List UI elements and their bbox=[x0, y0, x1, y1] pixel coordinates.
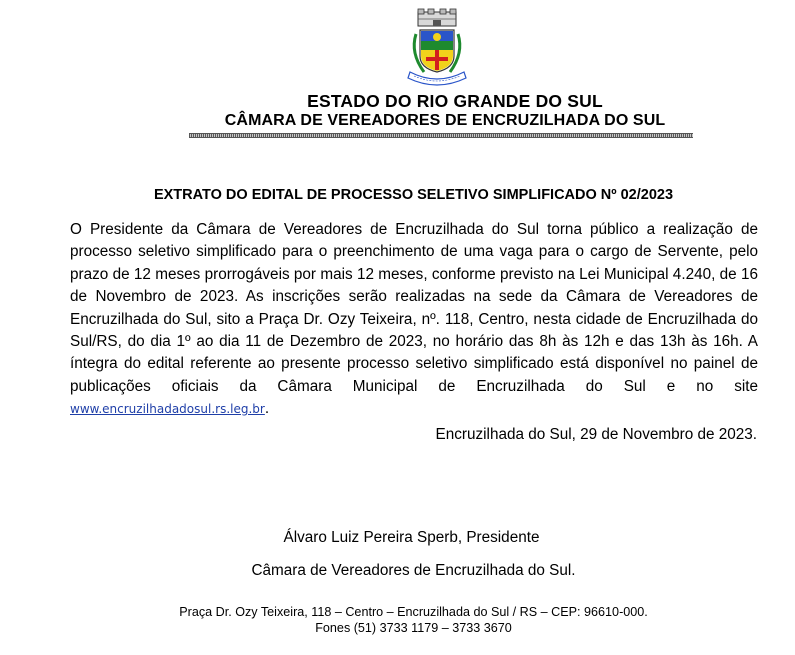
header-divider bbox=[189, 133, 693, 138]
state-heading: ESTADO DO RIO GRANDE DO SUL bbox=[307, 91, 603, 111]
link-suffix: . bbox=[264, 400, 270, 418]
document-title: EXTRATO DO EDITAL DE PROCESSO SELETIVO SIMPLIFICADO Nº 02/2023 bbox=[153, 187, 674, 203]
chamber-heading: CÂMARA DE VEREADORES DE ENCRUZILHADA DO SUL bbox=[224, 112, 666, 129]
signatory-name: Álvaro Luiz Pereira Sperb, Presidente bbox=[283, 529, 540, 546]
footer bbox=[0, 604, 795, 636]
body-paragraph: O Presidente da Câmara de Vereadores de Encruzilhada do Sul torna público a realização de processo seletivo simplificado para o preenchimento de uma vaga para o cargo de Servente, pelo prazo de 12 meses prorrogáveis por mais 12 meses, conforme previsto na Lei Municipal 4.240, de 16 de Novembro de 2023. As inscrições serão realizadas na sede da Câmara de Vereadores de Encruzilhada do Sul, sito a Praça Dr. Ozy Teixeira, nº. 118, Centro, nesta cidade de Encruzilhada do Sul/RS, do dia 1º ao dia 11 de Dezembro de 2023, no horário das 8h às 12h e das 13h às 16h. A íntegra do edital referente ao presente processo seletivo simplificado está disponível no painel de publicações oficiais da Câmara Municipal de Encruzilhada do Sul e no site bbox=[70, 221, 758, 395]
document-body bbox=[70, 219, 758, 421]
date-line: Encruzilhada do Sul, 29 de Novembro de 2023. bbox=[435, 426, 757, 443]
website-link[interactable]: www.encruzilhadadosul.rs.leg.br bbox=[70, 402, 265, 417]
footer-phones: Fones (51) 3733 1179 – 3733 3670 bbox=[315, 621, 512, 635]
municipal-coat-of-arms-icon bbox=[404, 8, 470, 88]
signatory-organization: Câmara de Vereadores de Encruzilhada do Sul. bbox=[251, 562, 576, 579]
footer-address: Praça Dr. Ozy Teixeira, 118 – Centro – Encruzilhada do Sul / RS – CEP: 96610-000. bbox=[179, 605, 648, 619]
